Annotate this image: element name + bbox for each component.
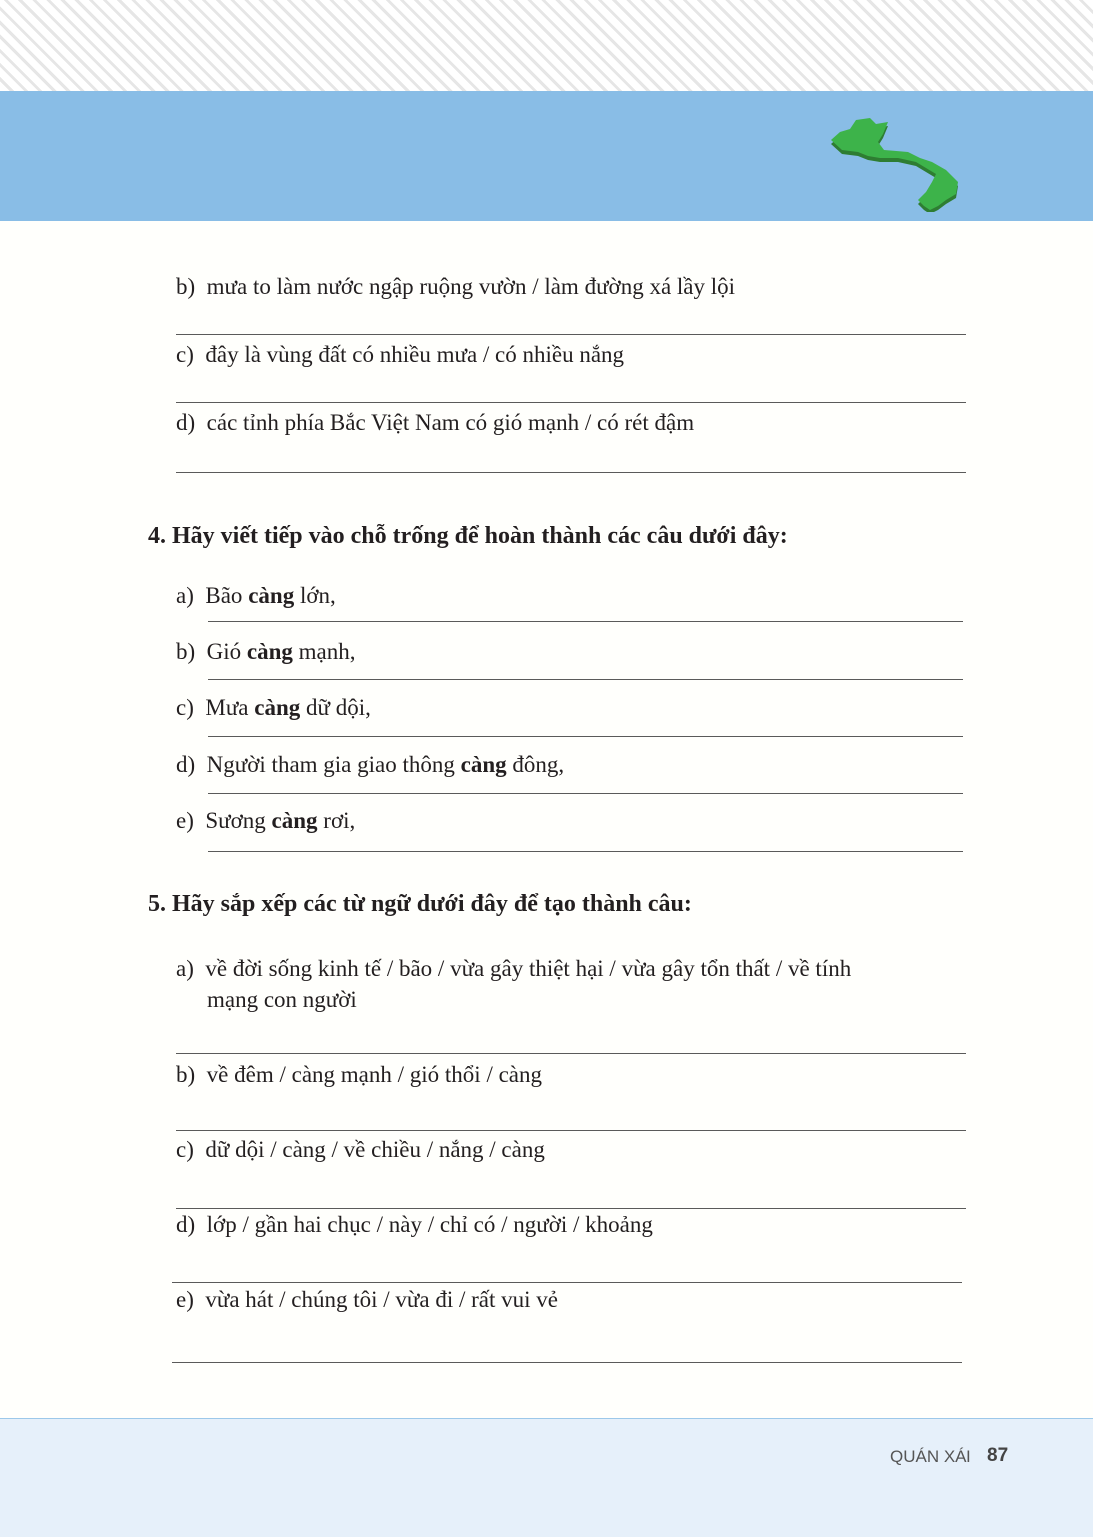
keyword: càng [254, 695, 301, 720]
item-label: e) [176, 808, 194, 833]
item-text: rơi, [317, 808, 356, 833]
answer-line[interactable] [176, 1208, 966, 1209]
keyword: càng [246, 639, 293, 664]
keyword: càng [460, 752, 507, 777]
exercise-4c [176, 694, 371, 722]
answer-line[interactable] [172, 1362, 962, 1363]
item-text: đây là vùng đất có nhiều mưa / có nhiều nắng [205, 342, 625, 367]
answer-line[interactable] [176, 334, 966, 335]
exercise-4a [176, 582, 336, 610]
item-text: Bão [205, 583, 249, 608]
vietnam-map-icon [828, 112, 968, 212]
item-label: a) [176, 956, 194, 981]
keyword: càng [271, 808, 318, 833]
answer-line[interactable] [208, 679, 963, 680]
item-label: e) [176, 1287, 194, 1312]
exercise-5a-cont: mạng con người [207, 987, 357, 1012]
item-text: lớn, [294, 583, 336, 608]
page-number: 87 [987, 1445, 1009, 1466]
exercise-5c [176, 1136, 545, 1164]
section-5-heading: 5. Hãy sắp xếp các từ ngữ dưới đây để tạo thành câu: [148, 891, 692, 917]
keyword: càng [248, 583, 295, 608]
item-text: Gió [206, 639, 247, 664]
item-text: về đêm / càng mạnh / gió thổi / càng [206, 1062, 543, 1087]
exercise-3b [176, 273, 735, 301]
item-text: mưa to làm nước ngập ruộng vườn / làm đường xá lầy lội [206, 274, 736, 299]
item-text: các tỉnh phía Bắc Việt Nam có gió mạnh / có rét đậm [206, 410, 695, 435]
item-text: mạnh, [292, 639, 356, 664]
section-4-heading: 4. Hãy viết tiếp vào chỗ trống để hoàn thành các câu dưới đây: [148, 523, 788, 549]
item-text: vừa hát / chúng tôi / vừa đi / rất vui vẻ [205, 1287, 558, 1312]
item-label: c) [176, 695, 194, 720]
answer-line[interactable] [176, 472, 966, 473]
chapter-title: QUÁN XÁ [890, 1447, 967, 1466]
exercise-3d [176, 409, 694, 437]
answer-line[interactable] [208, 736, 963, 737]
answer-line[interactable] [208, 621, 963, 622]
header-stripes [0, 0, 1093, 91]
item-label: c) [176, 342, 194, 367]
item-text: dữ dội / càng / về chiều / nắng / càng [205, 1137, 545, 1162]
item-text: Mưa [205, 695, 255, 720]
exercise-4e [176, 807, 355, 835]
item-label: d) [176, 1212, 196, 1237]
item-label: a) [176, 583, 194, 608]
exercise-5e [176, 1286, 558, 1314]
item-text: Người tham gia giao thông [206, 752, 461, 777]
item-label: b) [176, 1062, 196, 1087]
item-label: b) [176, 639, 196, 664]
item-text: đông, [506, 752, 565, 777]
item-text: lớp / gần hai chục / này / chỉ có / người / khoảng [206, 1212, 653, 1237]
item-text: dữ dội, [300, 695, 371, 720]
exercise-5a [176, 955, 851, 983]
answer-line[interactable] [208, 851, 963, 852]
answer-line[interactable] [208, 793, 963, 794]
item-text: về đời sống kinh tế / bão / vừa gây thiệt hại / vừa gây tổn thất / về tính [205, 956, 852, 981]
answer-line[interactable] [176, 1053, 966, 1054]
answer-line[interactable] [176, 1130, 966, 1131]
item-label: b) [176, 274, 196, 299]
footer [0, 1418, 1093, 1537]
answer-line[interactable] [176, 402, 966, 403]
exercise-4d [176, 751, 564, 779]
exercise-4b [176, 638, 356, 666]
footer-separator: I [966, 1447, 971, 1466]
exercise-5d [176, 1211, 653, 1239]
item-text: Sương [205, 808, 272, 833]
item-label: c) [176, 1137, 194, 1162]
exercise-3c [176, 341, 624, 369]
item-label: d) [176, 752, 196, 777]
answer-line[interactable] [172, 1282, 962, 1283]
item-label: d) [176, 410, 196, 435]
exercise-5b [176, 1061, 542, 1089]
